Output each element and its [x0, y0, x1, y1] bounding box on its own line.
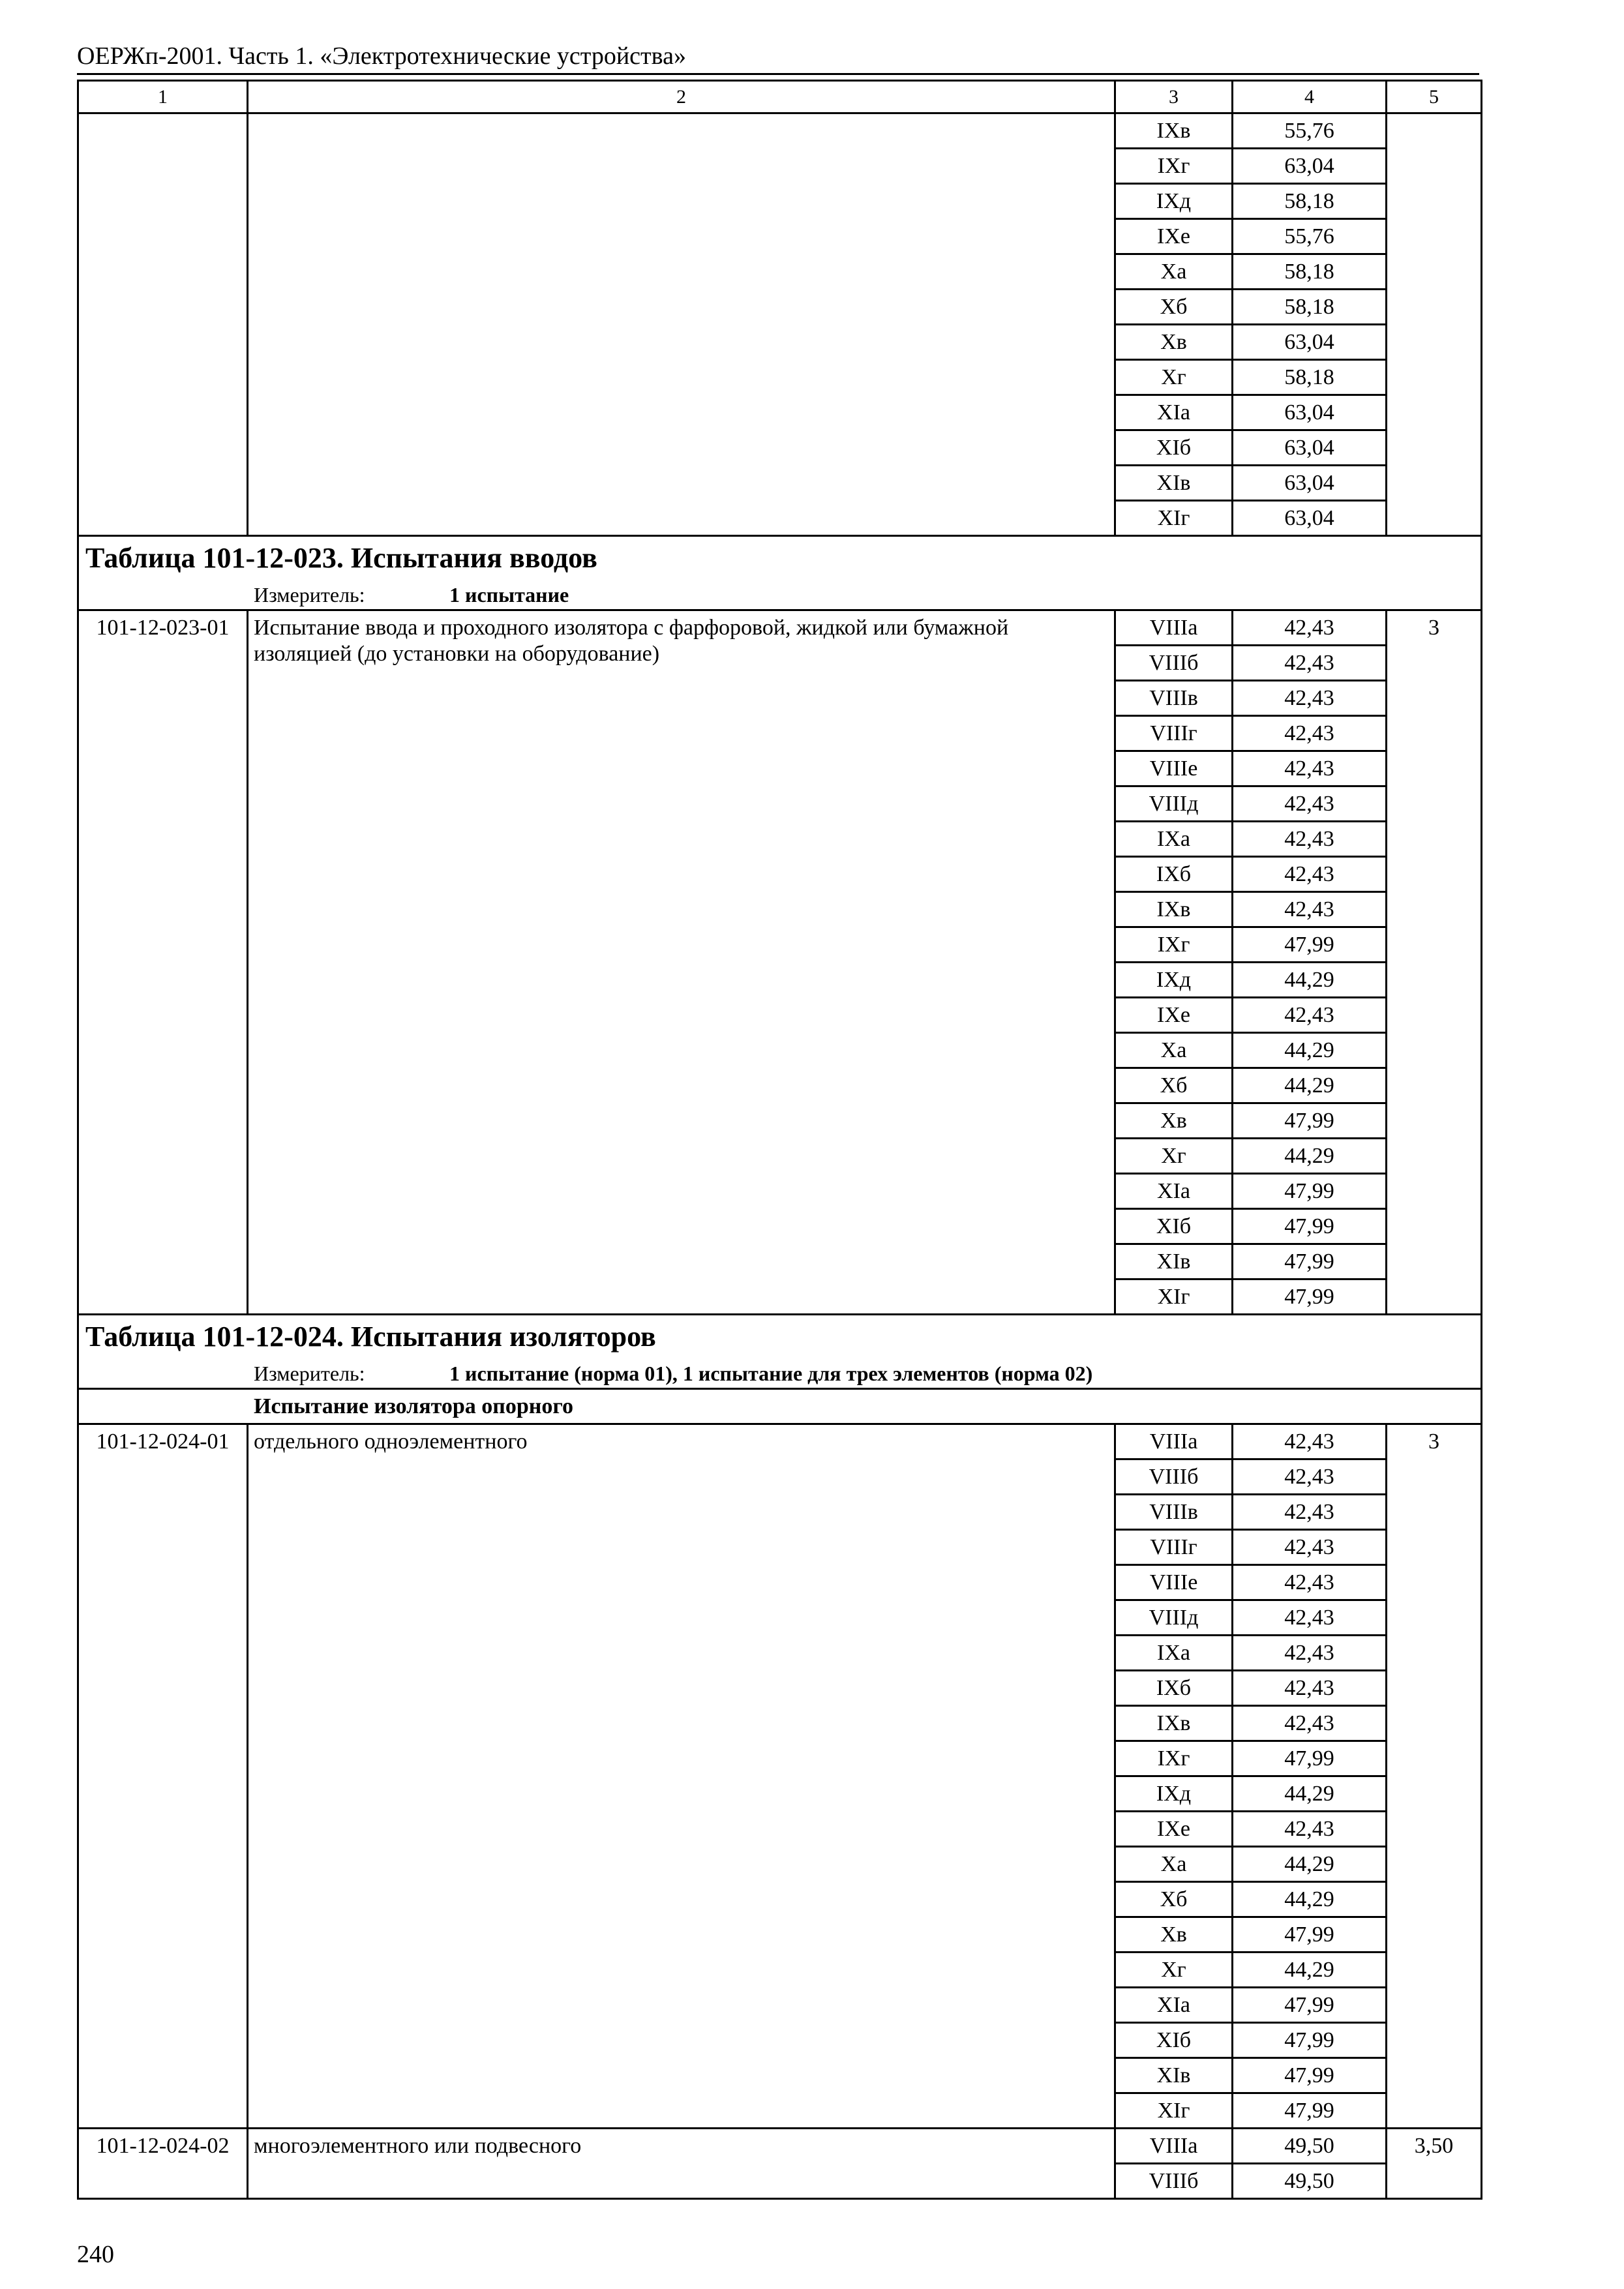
rate-value: 44,29 — [1233, 1952, 1387, 1988]
rate-value: 44,29 — [1233, 963, 1387, 998]
column-number: 5 — [1387, 81, 1482, 113]
rate-value: 42,43 — [1233, 610, 1387, 646]
region-code: Xа — [1115, 1033, 1233, 1068]
rate-value: 47,99 — [1233, 1244, 1387, 1279]
rate-value: 42,43 — [1233, 998, 1387, 1033]
table-title: Таблица 101-12-024. Испытания изоляторов — [78, 1315, 1482, 1359]
region-code: VIIIг — [1115, 1530, 1233, 1565]
region-code: VIIIб — [1115, 646, 1233, 681]
rate-value: 63,04 — [1233, 466, 1387, 501]
rate-value: 42,43 — [1233, 1812, 1387, 1847]
region-code: Xб — [1115, 1882, 1233, 1917]
table-row — [78, 113, 1482, 149]
region-code: XIв — [1115, 1244, 1233, 1279]
region-code: IXб — [1115, 1671, 1233, 1706]
rate-code: 101-12-024-02 — [78, 2129, 248, 2199]
region-code: IXд — [1115, 1776, 1233, 1812]
rate-value: 42,43 — [1233, 892, 1387, 927]
region-code: Xа — [1115, 254, 1233, 290]
document-header: ОЕРЖп-2001. Часть 1. «Электротехнические устройства» — [77, 40, 1479, 75]
rate-value: 42,43 — [1233, 1424, 1387, 1459]
region-code: XIб — [1115, 1209, 1233, 1244]
region-code: VIIIв — [1115, 1495, 1233, 1530]
region-code: VIIIд — [1115, 786, 1233, 822]
rate-value: 55,76 — [1233, 113, 1387, 149]
rate-value: 42,43 — [1233, 716, 1387, 751]
table-title-row — [78, 536, 1482, 580]
column-number: 2 — [248, 81, 1115, 113]
rate-value: 63,04 — [1233, 430, 1387, 466]
region-code: IXе — [1115, 1812, 1233, 1847]
rate-value: 44,29 — [1233, 1847, 1387, 1882]
region-code: XIг — [1115, 1279, 1233, 1315]
rate-value: 47,99 — [1233, 1209, 1387, 1244]
rate-value: 44,29 — [1233, 1139, 1387, 1174]
rate-description — [248, 113, 1115, 536]
region-code: IXв — [1115, 113, 1233, 149]
region-code: Xб — [1115, 290, 1233, 325]
column-number: 4 — [1233, 81, 1387, 113]
region-code: XIб — [1115, 430, 1233, 466]
page-number: 240 — [77, 2241, 114, 2268]
rate-value: 47,99 — [1233, 1103, 1387, 1139]
meter-cell — [78, 580, 1482, 610]
region-code: VIIIа — [1115, 2129, 1233, 2164]
rate-value: 47,99 — [1233, 1988, 1387, 2023]
rate-value: 47,99 — [1233, 2093, 1387, 2129]
rate-value: 47,99 — [1233, 1917, 1387, 1952]
region-code: XIб — [1115, 2023, 1233, 2058]
region-code: IXд — [1115, 184, 1233, 219]
rate-value: 42,43 — [1233, 857, 1387, 892]
rate-value: 63,04 — [1233, 395, 1387, 430]
region-code: XIа — [1115, 395, 1233, 430]
region-code: Xв — [1115, 1103, 1233, 1139]
rate-value: 58,18 — [1233, 360, 1387, 395]
rate-value: 47,99 — [1233, 1279, 1387, 1315]
subheading-cell — [78, 1389, 1482, 1424]
table-title-row — [78, 1315, 1482, 1359]
table-title: Таблица 101-12-023. Испытания вводов — [78, 536, 1482, 580]
rate-col5: 3,50 — [1387, 2129, 1482, 2199]
rate-value: 42,43 — [1233, 751, 1387, 786]
region-code: VIIIд — [1115, 1600, 1233, 1636]
rate-value: 55,76 — [1233, 219, 1387, 254]
region-code: XIг — [1115, 501, 1233, 536]
region-code: XIа — [1115, 1988, 1233, 2023]
rate-code — [78, 113, 248, 536]
column-number: 1 — [78, 81, 248, 113]
rate-value: 44,29 — [1233, 1033, 1387, 1068]
rate-col5: 3 — [1387, 1424, 1482, 2129]
region-code: VIIIе — [1115, 1565, 1233, 1600]
rate-value: 47,99 — [1233, 1741, 1387, 1776]
region-code: VIIIа — [1115, 610, 1233, 646]
rate-value: 63,04 — [1233, 325, 1387, 360]
region-code: IXа — [1115, 822, 1233, 857]
meter-label: Измеритель: — [254, 582, 365, 606]
region-code: VIIIв — [1115, 681, 1233, 716]
region-code: IXб — [1115, 857, 1233, 892]
rate-value: 42,43 — [1233, 1459, 1387, 1495]
region-code: IXа — [1115, 1636, 1233, 1671]
region-code: Xв — [1115, 325, 1233, 360]
region-code: XIа — [1115, 1174, 1233, 1209]
region-code: VIIIб — [1115, 2164, 1233, 2199]
region-code: VIIIа — [1115, 1424, 1233, 1459]
rate-value: 42,43 — [1233, 1636, 1387, 1671]
region-code: VIIIе — [1115, 751, 1233, 786]
rate-description: многоэлементного или подвесного — [248, 2129, 1115, 2199]
rate-description: отдельного одноэлементного — [248, 1424, 1115, 2129]
rate-col5: 3 — [1387, 610, 1482, 1315]
region-code: Xг — [1115, 1139, 1233, 1174]
meter-row — [78, 580, 1482, 610]
table-row — [78, 610, 1482, 646]
rate-value: 58,18 — [1233, 184, 1387, 219]
column-numbers-row — [78, 81, 1482, 113]
region-code: VIIIб — [1115, 1459, 1233, 1495]
region-code: Xб — [1115, 1068, 1233, 1103]
rate-value: 44,29 — [1233, 1068, 1387, 1103]
region-code: IXд — [1115, 963, 1233, 998]
rates-table — [77, 80, 1482, 2200]
rate-value: 47,99 — [1233, 927, 1387, 963]
rate-value: 42,43 — [1233, 1706, 1387, 1741]
table-row — [78, 1424, 1482, 1459]
region-code: VIIIг — [1115, 716, 1233, 751]
meter-cell — [78, 1359, 1482, 1389]
meter-row — [78, 1359, 1482, 1389]
region-code: IXв — [1115, 892, 1233, 927]
region-code: Xг — [1115, 360, 1233, 395]
subheading: Испытание изолятора опорного — [254, 1394, 573, 1418]
rate-value: 63,04 — [1233, 149, 1387, 184]
rate-col5 — [1387, 113, 1482, 536]
rate-value: 42,43 — [1233, 681, 1387, 716]
region-code: IXг — [1115, 149, 1233, 184]
rate-code: 101-12-024-01 — [78, 1424, 248, 2129]
meter-value: 1 испытание (норма 01), 1 испытание для трех элементов (норма 02) — [449, 1361, 1093, 1385]
column-number: 3 — [1115, 81, 1233, 113]
rate-value: 44,29 — [1233, 1776, 1387, 1812]
region-code: XIв — [1115, 2058, 1233, 2093]
rate-description: Испытание ввода и проходного изолятора с фарфоровой, жидкой или бумажной изоляцией (до установки на оборудование) — [248, 610, 1115, 1315]
rate-value: 63,04 — [1233, 501, 1387, 536]
region-code: Xг — [1115, 1952, 1233, 1988]
region-code: XIв — [1115, 466, 1233, 501]
rate-value: 42,43 — [1233, 646, 1387, 681]
rate-value: 49,50 — [1233, 2164, 1387, 2199]
rate-value: 42,43 — [1233, 1600, 1387, 1636]
rate-value: 58,18 — [1233, 254, 1387, 290]
rate-code: 101-12-023-01 — [78, 610, 248, 1315]
region-code: Xв — [1115, 1917, 1233, 1952]
region-code: IXв — [1115, 1706, 1233, 1741]
region-code: IXг — [1115, 927, 1233, 963]
rate-value: 49,50 — [1233, 2129, 1387, 2164]
rate-value: 42,43 — [1233, 1530, 1387, 1565]
table-row — [78, 2129, 1482, 2164]
rate-value: 42,43 — [1233, 1495, 1387, 1530]
rate-value: 47,99 — [1233, 1174, 1387, 1209]
rate-value: 42,43 — [1233, 1671, 1387, 1706]
meter-value: 1 испытание — [449, 582, 569, 606]
rate-value: 58,18 — [1233, 290, 1387, 325]
rate-value: 47,99 — [1233, 2058, 1387, 2093]
subheading-row — [78, 1389, 1482, 1424]
region-code: IXе — [1115, 998, 1233, 1033]
meter-label: Измеритель: — [254, 1361, 365, 1385]
rate-value: 44,29 — [1233, 1882, 1387, 1917]
rate-value: 42,43 — [1233, 1565, 1387, 1600]
rate-value: 42,43 — [1233, 786, 1387, 822]
region-code: IXе — [1115, 219, 1233, 254]
rate-value: 42,43 — [1233, 822, 1387, 857]
region-code: XIг — [1115, 2093, 1233, 2129]
region-code: Xа — [1115, 1847, 1233, 1882]
rate-value: 47,99 — [1233, 2023, 1387, 2058]
region-code: IXг — [1115, 1741, 1233, 1776]
